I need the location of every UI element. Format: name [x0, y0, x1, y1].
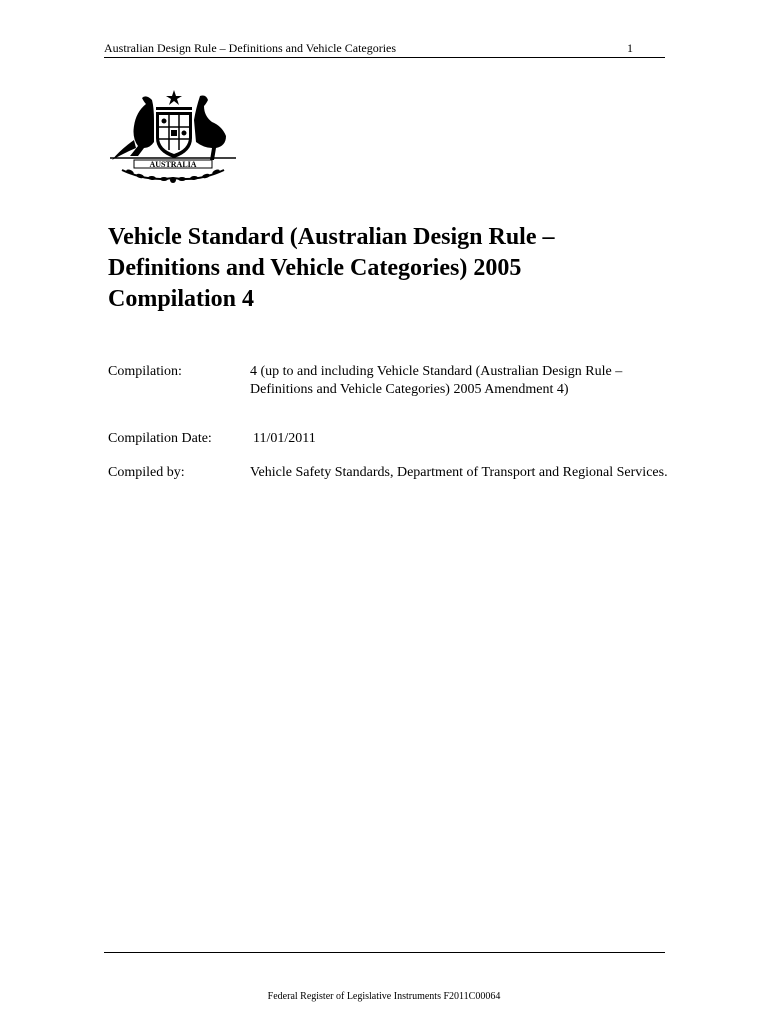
crest-label: AUSTRALIA	[149, 160, 197, 169]
header-title: Australian Design Rule – Definitions and Vehicle Categories	[104, 41, 397, 55]
compilation-date-label: Compilation Date:	[108, 431, 212, 446]
page-number: 1	[627, 41, 633, 55]
coat-of-arms-icon	[108, 90, 238, 185]
document-title	[108, 222, 668, 315]
compiled-by-label: Compiled by:	[108, 465, 185, 480]
coat-of-arms-logo	[108, 90, 238, 185]
compilation-label: Compilation:	[108, 364, 182, 379]
footer-divider	[104, 952, 665, 953]
compilation-value: 4 (up to and including Vehicle Standard (Australian Design Rule – Definitions and Vehicle Categories) 2005 Amendment 4)	[250, 364, 623, 397]
running-header	[104, 40, 665, 58]
title-line-3: Compilation 4	[108, 286, 255, 312]
title-line-2: Definitions and Vehicle Categories) 2005	[108, 255, 522, 281]
footer-text: Federal Register of Legislative Instruments F2011C00064	[267, 991, 501, 1002]
compilation-date-value: 11/01/2011	[253, 431, 316, 446]
compiled-by-value: Vehicle Safety Standards, Department of Transport and Regional Services.	[250, 465, 668, 480]
title-line-1: Vehicle Standard (Australian Design Rule –	[108, 224, 555, 250]
